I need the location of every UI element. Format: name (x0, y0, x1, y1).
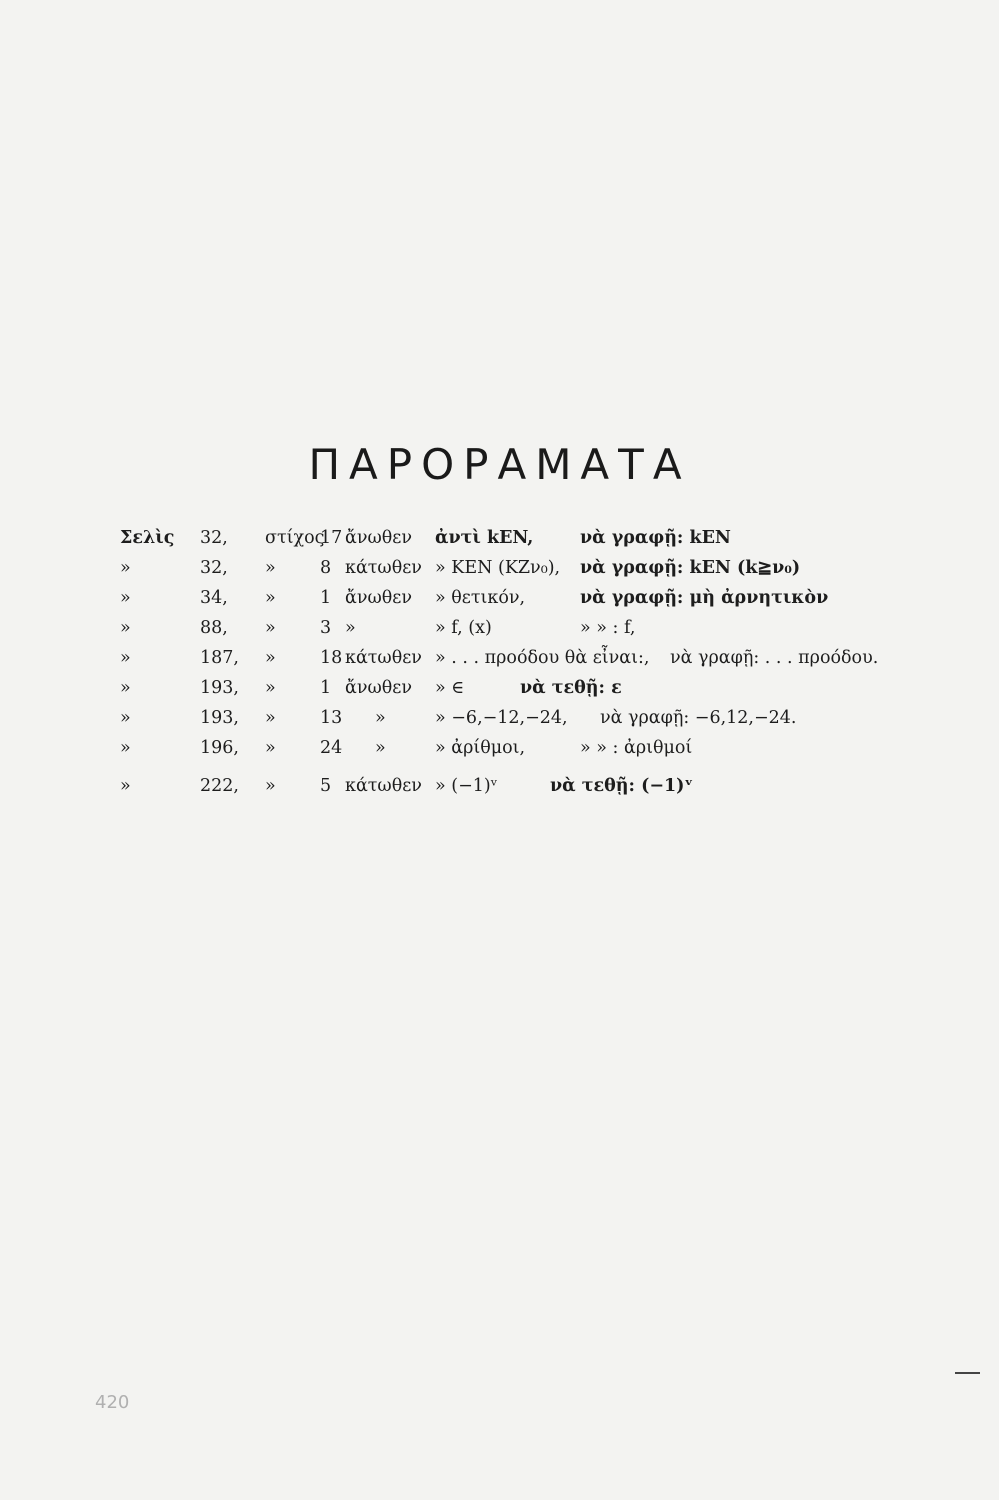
page-number-cell: 222, (200, 776, 239, 796)
page-label: » (120, 618, 131, 638)
line-label: » (265, 776, 276, 796)
line-number-cell: 1 (320, 678, 332, 698)
wrong-text-cell: » ἀρίθμοι, (435, 738, 526, 758)
wrong-text-cell: » −6,−12,−24, (435, 708, 568, 728)
page-number-cell: 88, (200, 618, 228, 638)
position-cell: κάτωθεν (345, 648, 422, 668)
line-label: » (265, 588, 276, 608)
wrong-text-cell: » KEN (KZν₀), (435, 558, 561, 578)
errata-row (110, 708, 930, 738)
correct-text-cell: νὰ γραφῇ: kEN (580, 528, 731, 548)
line-number-cell: 13 (320, 708, 343, 728)
margin-mark (955, 1372, 980, 1374)
line-number-cell: 8 (320, 558, 332, 578)
page-number-cell: 32, (200, 558, 228, 578)
position-cell: κάτωθεν (345, 558, 422, 578)
errata-row (110, 618, 930, 648)
page-number-cell: 193, (200, 708, 239, 728)
correct-text-cell: νὰ τεθῇ: (−1)ᵛ (550, 776, 694, 796)
page-number-cell: 187, (200, 648, 239, 668)
page-number-cell: 196, (200, 738, 239, 758)
line-label: » (265, 678, 276, 698)
correct-text-cell: νὰ γραφῇ: . . . προόδου. (670, 648, 879, 668)
line-number-cell: 3 (320, 618, 332, 638)
line-number-cell: 1 (320, 588, 332, 608)
line-number-cell: 17 (320, 528, 343, 548)
page-label: » (120, 558, 131, 578)
line-number-cell: 18 (320, 648, 343, 668)
errata-row (110, 648, 930, 678)
correct-text-cell: νὰ τεθῇ: ε (520, 678, 622, 698)
errata-row (110, 678, 930, 708)
errata-row (110, 776, 930, 806)
line-number-cell: 5 (320, 776, 332, 796)
page-label: » (120, 678, 131, 698)
correct-text-cell: νὰ γραφῇ: μὴ ἀρνητικὸν (580, 588, 829, 608)
position-cell: κάτωθεν (345, 776, 422, 796)
errata-row (110, 588, 930, 618)
line-label: » (265, 738, 276, 758)
page-label: » (120, 588, 131, 608)
page-number-cell: 34, (200, 588, 228, 608)
page-label: » (120, 738, 131, 758)
errata-row (110, 528, 930, 558)
page-label: » (120, 776, 131, 796)
position-cell: » (375, 708, 386, 728)
correct-text-cell: » » : f, (580, 618, 636, 638)
wrong-text-cell: » (−1)ᵛ (435, 776, 498, 796)
line-label: στίχος (265, 528, 325, 548)
wrong-text-cell: ἀντὶ kEN, (435, 528, 534, 548)
line-number-cell: 24 (320, 738, 343, 758)
position-cell: ἄνωθεν (345, 588, 412, 608)
position-cell: ἄνωθεν (345, 678, 412, 698)
page-title: ΠΑΡΟΡΑΜΑΤΑ (308, 440, 691, 489)
position-cell: » (345, 618, 356, 638)
correct-text-cell: » » : ἀριθμοί (580, 738, 693, 758)
line-label: » (265, 618, 276, 638)
errata-row (110, 738, 930, 768)
position-cell: » (375, 738, 386, 758)
wrong-text-cell: » f, (x) (435, 618, 492, 638)
wrong-text-cell: » . . . προόδου θὰ εἶναι:, (435, 648, 650, 668)
errata-row (110, 558, 930, 588)
errata-table (110, 528, 930, 806)
page-number-cell: 32, (200, 528, 228, 548)
wrong-text-cell: » θετικόν, (435, 588, 526, 608)
page-number: 420 (95, 1392, 130, 1413)
correct-text-cell: νὰ γραφῇ: kEN (k≧ν₀) (580, 558, 801, 578)
page-label: » (120, 648, 131, 668)
correct-text-cell: νὰ γραφῇ: −6,12,−24. (600, 708, 797, 728)
page-label: » (120, 708, 131, 728)
line-label: » (265, 558, 276, 578)
page-number-cell: 193, (200, 678, 239, 698)
position-cell: ἄνωθεν (345, 528, 412, 548)
wrong-text-cell: » ∈ (435, 678, 465, 698)
line-label: » (265, 648, 276, 668)
line-label: » (265, 708, 276, 728)
page-label: Σελὶς (120, 528, 175, 548)
